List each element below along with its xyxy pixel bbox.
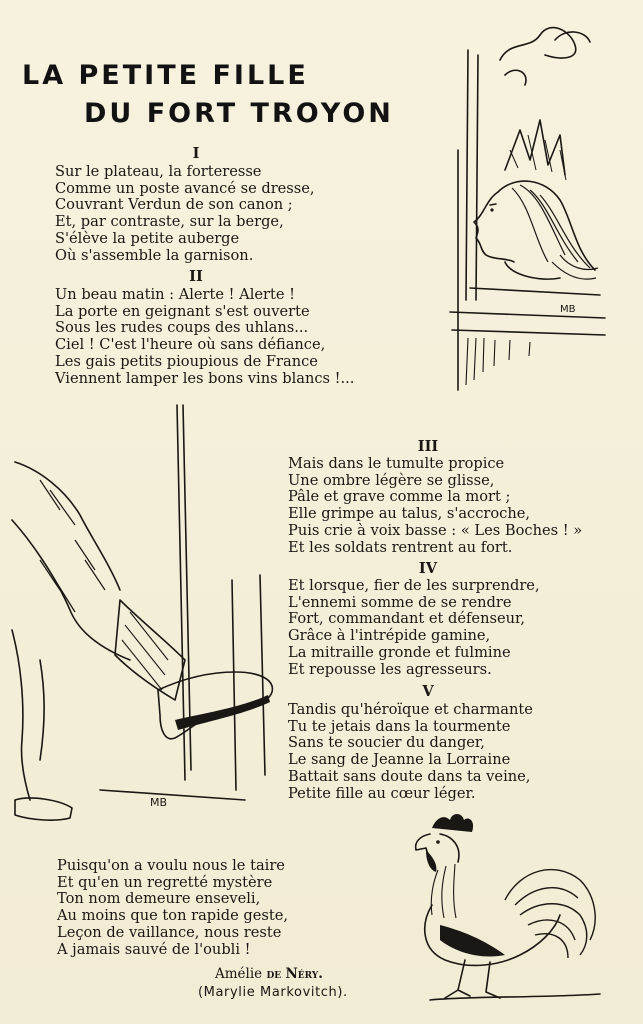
stanza-line: Où s'assemble la garnison. [55, 246, 254, 264]
stanza-line: Leçon de vaillance, nous reste [57, 923, 282, 941]
stanza-line: Ton nom demeure enseveli, [57, 890, 261, 908]
stanza-line: Tandis qu'héroïque et charmante [288, 701, 533, 718]
stanza-line: Sur le plateau, la forteresse [55, 163, 262, 180]
author-particle: de [266, 966, 282, 982]
monogram-top: MB [560, 304, 576, 315]
stanza-line: La mitraille gronde et fulmine [288, 643, 511, 661]
stanza-line: Comme un poste avancé se dresse, [55, 179, 315, 197]
stanza-line: La porte en geignant s'est ouverte [55, 302, 310, 320]
stanza-line: Couvrant Verdun de son canon ; [55, 196, 293, 214]
stanza-line: S'élève la petite auberge [55, 229, 240, 247]
monogram-bottom: MB [150, 796, 168, 809]
stanza-line: Puisqu'on a voulu nous le taire [57, 857, 285, 874]
stanza-line: Pâle et grave comme la mort ; [288, 488, 511, 506]
stanza-line: Ciel ! C'est l'heure où sans défiance, [55, 336, 326, 354]
stanza-line: L'ennemi somme de se rendre [288, 593, 512, 611]
stanza-line: A jamais sauvé de l'oubli ! [57, 940, 251, 958]
poem-title-line-1: LA PETITE FILLE [22, 60, 309, 91]
stanza-line: Et qu'en un regretté mystère [57, 873, 273, 891]
stanza-number-4: IV [418, 560, 438, 577]
stanza-line: Et les soldats rentrent au fort. [288, 538, 513, 556]
author-surname: Néry. [285, 966, 323, 982]
poem-title-line-2: DU FORT TROYON [84, 98, 394, 129]
stanza-line: Un beau matin : Alerte ! Alerte ! [55, 286, 296, 303]
stanza-line: Petite fille au cœur léger. [288, 784, 476, 802]
stanza-number-5: V [422, 683, 434, 700]
stanza-line: Elle grimpe au talus, s'accroche, [288, 505, 531, 523]
stanza-number-1: I [192, 145, 200, 162]
stanza-number-3: III [417, 438, 439, 455]
stanza-number-2: II [189, 268, 203, 285]
stanza-line: Sous les rudes coups des uhlans... [55, 319, 309, 337]
stanza-line: Et repousse les agresseurs. [288, 660, 492, 678]
stanza-line: Les gais petits pioupious de France [55, 352, 318, 370]
author-first-name: Amélie [215, 966, 263, 982]
stanza-line: Fort, commandant et défenseur, [288, 610, 526, 628]
stanza-line: Et lorsque, fier de les surprendre, [288, 577, 540, 594]
stanza-line: Sans te soucier du danger, [288, 734, 485, 752]
stanza-line: Et, par contraste, sur la berge, [55, 213, 284, 231]
author-pseudonym: (Marylie Markovitch). [198, 985, 348, 1000]
stanza-line: Battait sans doute dans ta veine, [288, 767, 531, 785]
stanza-line: Tu te jetais dans la tourmente [288, 717, 511, 735]
stanza-line: Au moins que ton rapide geste, [57, 907, 289, 925]
stanza-line: Le sang de Jeanne la Lorraine [288, 751, 511, 769]
stanza-line: Une ombre légère se glisse, [288, 471, 495, 489]
stanza-line: Grâce à l'intrépide gamine, [288, 627, 491, 645]
stanza-line: Mais dans le tumulte propice [288, 455, 505, 472]
stanza-line: Puis crie à voix basse : « Les Boches ! » [288, 521, 583, 539]
stanza-line: Viennent lamper les bons vins blancs !... [55, 369, 355, 387]
